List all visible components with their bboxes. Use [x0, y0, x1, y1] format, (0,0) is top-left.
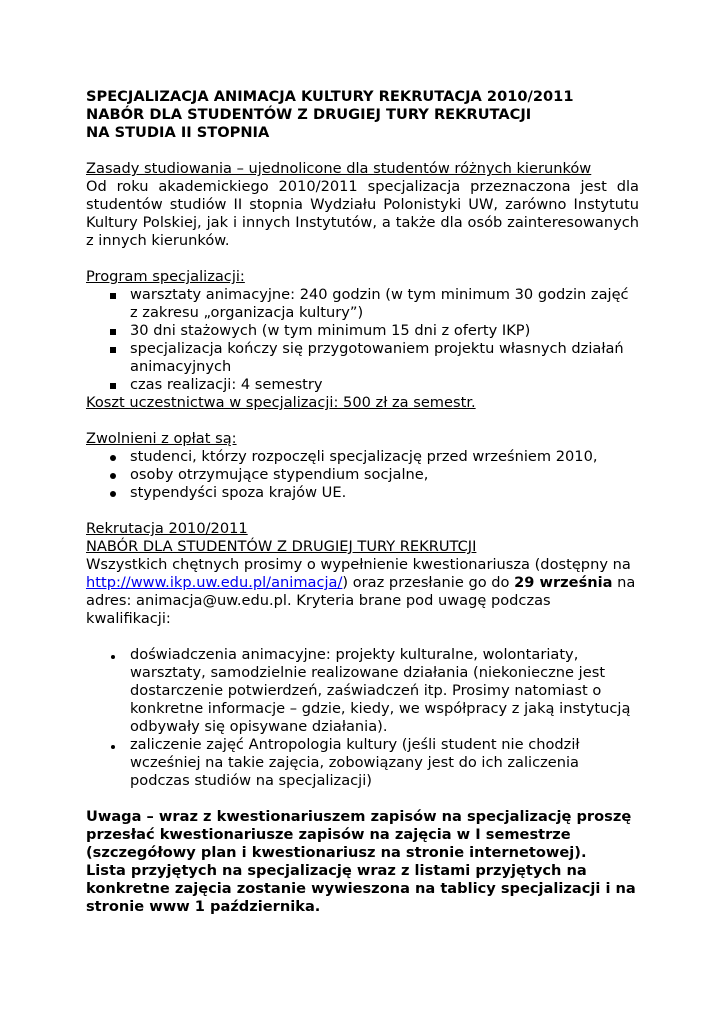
recruitment-section: [86, 520, 639, 790]
recruitment-body: Wszystkich chętnych prosimy o wypełnienie kwestionariusza (dostępny na http://www.ikp.uw.edu.pl/animacja/) oraz przesłanie go do 29 września na adres: animacja@uw.edu.pl. Kryteria brane pod uwagę podczas kwalifikacji:: [86, 556, 636, 627]
deadline-date: 29 września: [514, 574, 613, 591]
exempt-list: [86, 448, 639, 502]
program-list: [86, 286, 639, 394]
recruitment-heading: Rekrutacja 2010/2011: [86, 520, 248, 537]
list-item: stypendyści spoza krajów UE.: [86, 484, 639, 502]
small-bullet-icon: [111, 655, 115, 659]
title-line-1: SPECJALIZACJA ANIMACJA KULTURY REKRUTACJA 2010/2011: [86, 88, 574, 105]
note-paragraph-1: Uwaga – wraz z kwestionariuszem zapisów na specjalizację proszę przesłać kwestionariusze zapisów na zajęcia w I semestrze (szczegółowy plan i kwestionariusz na stronie internetowej).: [86, 808, 632, 861]
program-heading: Program specjalizacji:: [86, 268, 245, 285]
document-title: [86, 88, 639, 142]
list-item: doświadczenia animacyjne: projekty kulturalne, wolontariaty, warsztaty, samodzielnie realizowane działania (niekonieczne jest dostarczenie potwierdzeń, zaświadczeń itp. Prosimy natomiast o konkretne informacje – gdzie, kiedy, we współpracy z jaką instytucją odbywały się opisywane działania).: [86, 646, 639, 736]
list-item: warsztaty animacyjne: 240 godzin (w tym minimum 30 godzin zajęć z zakresu „organizacja kultury”): [86, 286, 639, 322]
recruitment-subheading: NABÓR DLA STUDENTÓW Z DRUGIEJ TURY REKRUTCJI: [86, 538, 477, 555]
title-line-2: NABÓR DLA STUDENTÓW Z DRUGIEJ TURY REKRUTACJI: [86, 106, 532, 123]
round-bullet-icon: [110, 491, 116, 497]
small-bullet-icon: [111, 745, 115, 749]
title-line-3: NA STUDIA II STOPNIA: [86, 124, 270, 141]
list-item: czas realizacji: 4 semestry: [86, 376, 639, 394]
document-page: [86, 88, 639, 916]
rules-heading: Zasady studiowania – ujednolicone dla studentów różnych kierunków: [86, 160, 592, 177]
note-section: [86, 808, 639, 916]
criteria-list: [86, 646, 639, 790]
square-bullet-icon: [110, 383, 116, 389]
program-section: [86, 268, 639, 412]
square-bullet-icon: [110, 329, 116, 335]
round-bullet-icon: [110, 473, 116, 479]
list-item: osoby otrzymujące stypendium socjalne,: [86, 466, 639, 484]
list-item: studenci, którzy rozpoczęli specjalizację przed wrześniem 2010,: [86, 448, 639, 466]
list-item: 30 dni stażowych (w tym minimum 15 dni z oferty IKP): [86, 322, 639, 340]
square-bullet-icon: [110, 347, 116, 353]
exempt-heading: Zwolnieni z opłat są:: [86, 430, 237, 447]
list-item: specjalizacja kończy się przygotowaniem projektu własnych działań animacyjnych: [86, 340, 639, 376]
rules-section: [86, 160, 639, 250]
list-item: zaliczenie zajęć Antropologia kultury (jeśli student nie chodził wcześniej na takie zajęcia, zobowiązany jest do ich zaliczenia podczas studiów na specjalizacji): [86, 736, 639, 790]
program-cost: Koszt uczestnictwa w specjalizacji: 500 zł za semestr.: [86, 394, 476, 411]
square-bullet-icon: [110, 293, 116, 299]
note-paragraph-2: Lista przyjętych na specjalizację wraz z listami przyjętych na konkretne zajęcia zostanie wywieszona na tablicy specjalizacji i na stronie www 1 października.: [86, 862, 636, 915]
round-bullet-icon: [110, 455, 116, 461]
exempt-section: [86, 430, 639, 502]
rules-body: Od roku akademickiego 2010/2011 specjalizacja przeznaczona jest dla studentów studiów II stopnia Wydziału Polonistyki UW, zarówno Instytutu Kultury Polskiej, jak i innych Instytutów, a także dla osób zainteresowanych z innych kierunków.: [86, 178, 639, 249]
questionnaire-link[interactable]: http://www.ikp.uw.edu.pl/animacja/: [86, 574, 343, 591]
